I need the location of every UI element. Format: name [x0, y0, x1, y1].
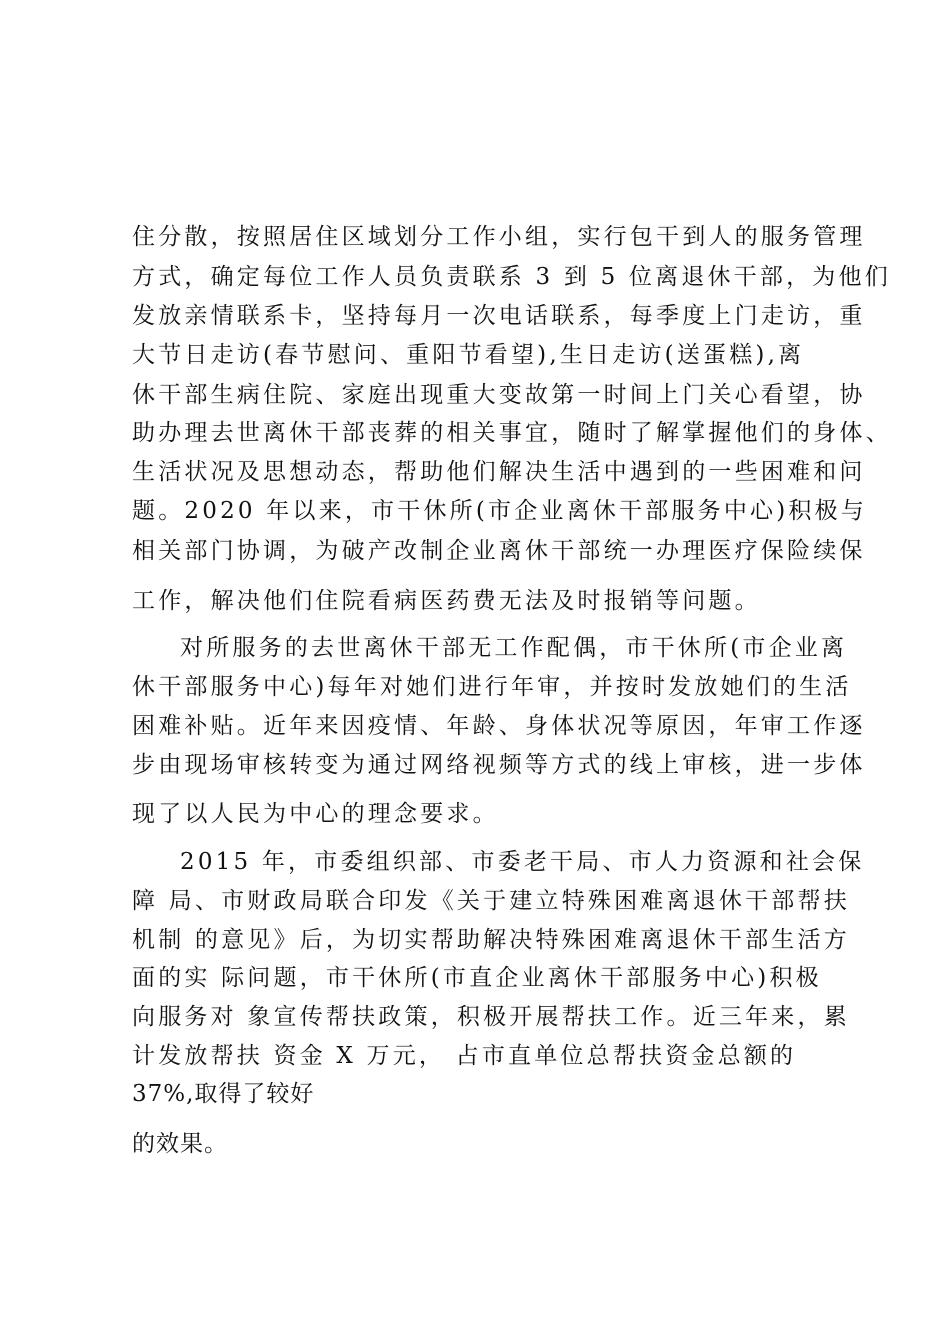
paragraph-2-line-2: 休干部服务中心)每年对她们进行年审，并按时发放她们的生活 [132, 674, 852, 700]
paragraph-2-line-5: 现了以人民为中心的理念要求。 [132, 801, 499, 827]
paragraph-1-line-3: 发放亲情联系卡，坚持每月一次电话联系，每季度上门走访，重 [132, 303, 866, 329]
paragraph-3-line-1: 2015 年，市委组织部、市委老干局、市人力资源和社会保 [180, 849, 865, 875]
paragraph-3-line-3: 机制 的意见》后，为切实帮助解决特殊困难离退休干部生活方 [132, 927, 850, 953]
paragraph-2-line-3: 困难补贴。近年来因疫情、年龄、身体状况等原因，年审工作逐 [132, 713, 866, 739]
paragraph-1-line-10: 工作，解决他们住院看病医药费无法及时报销等问题。 [132, 588, 761, 614]
paragraph-3-line-2: 障 局、市财政局联合印发《关于建立特殊困难离退休干部帮扶 [132, 888, 850, 914]
paragraph-1-line-1: 住分散，按照居住区域划分工作小组，实行包干到人的服务管理 [132, 224, 866, 250]
paragraph-1-line-6: 助办理去世离休干部丧葬的相关事宜，随时了解掌握他们的身体、 [132, 420, 892, 446]
paragraph-3-line-7: 37%,取得了较好 [132, 1081, 315, 1107]
paragraph-3-line-6: 计发放帮扶 资金 X 万元， 占市直单位总帮扶资金总额的 [132, 1043, 797, 1069]
paragraph-2-line-4: 步由现场审核转变为通过网络视频等方式的线上审核，进一步体 [132, 752, 866, 778]
paragraph-3-line-8: 的效果。 [132, 1131, 228, 1157]
paragraph-1-line-4: 大节日走访(春节慰问、重阳节看望),生日走访(送蛋糕),离 [132, 342, 805, 368]
paragraph-3-line-5: 向服务对 象宣传帮扶政策，积极开展帮扶工作。近三年来，累 [132, 1004, 850, 1030]
paragraph-1-line-5: 休干部生病住院、家庭出现重大变故第一时间上门关心看望，协 [132, 382, 866, 408]
paragraph-1-line-8: 题。2020 年以来，市干休所(市企业离休干部服务中心)积极与 [132, 498, 867, 524]
paragraph-2-line-1: 对所服务的去世离休干部无工作配偶，市干休所(市企业离 [180, 635, 848, 661]
paragraph-1-line-7: 生活状况及思想动态，帮助他们解决生活中遇到的一些困难和问 [132, 459, 866, 485]
paragraph-1-line-2: 方式，确定每位工作人员负责联系 3 到 5 位离退休干部，为他们 [132, 264, 891, 290]
paragraph-1-line-9: 相关部门协调，为破产改制企业离休干部统一办理医疗保险续保 [132, 538, 866, 564]
paragraph-3-line-4: 面的实 际问题，市干休所(市直企业离休干部服务中心)积极 [132, 965, 822, 991]
